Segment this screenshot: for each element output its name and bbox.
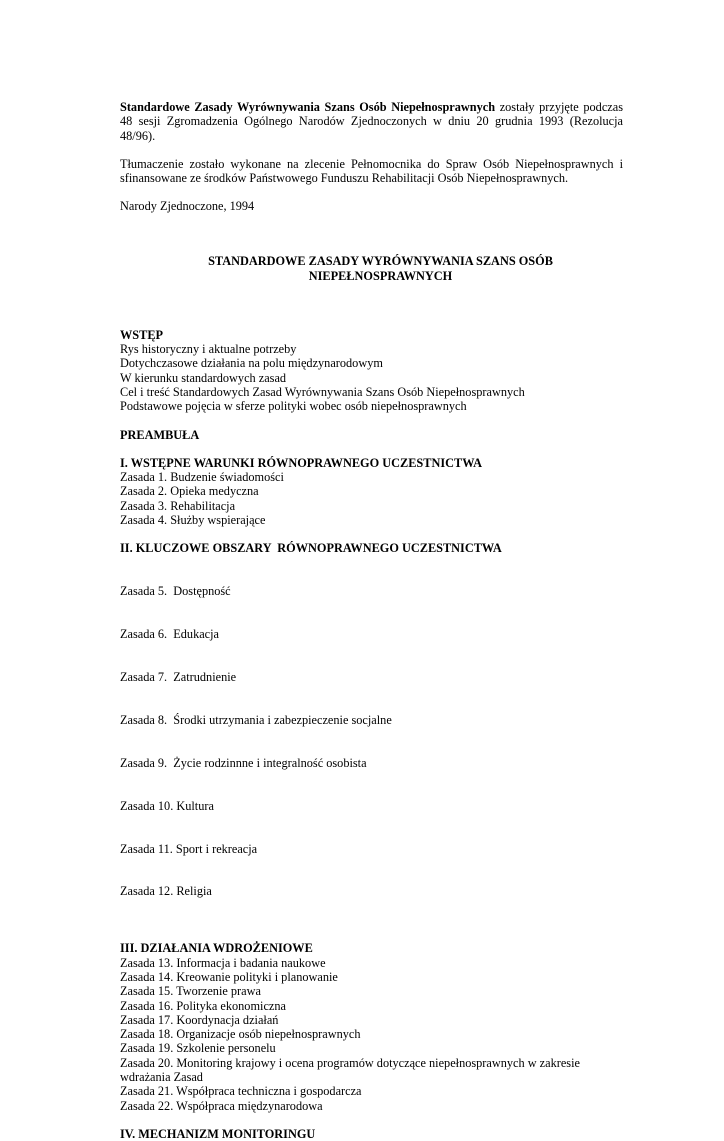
list-item: Zasada 7. Zatrudnienie xyxy=(120,670,237,685)
list-item: Cel i treść Standardowych Zasad Wyrównywania Szans Osób Niepełnosprawnych xyxy=(120,384,525,399)
section-heading-wstep: WSTĘP xyxy=(120,327,164,342)
list-item: Zasada 18. Organizacje osób niepełnosprawnych xyxy=(120,1027,361,1042)
list-item: Zasada 8. Środki utrzymania i zabezpieczenie socjalne xyxy=(120,712,392,727)
section-preambula xyxy=(120,428,623,442)
document-title xyxy=(120,254,623,284)
list-item: Zasada 3. Rehabilitacja xyxy=(120,498,236,513)
document-page xyxy=(120,100,623,1141)
section-heading-2: II. KLUCZOWE OBSZARY RÓWNOPRAWNEGO UCZESTNICTWA xyxy=(120,541,502,556)
section-heading-4: IV. MECHANIZM MONITORINGU xyxy=(120,1126,316,1141)
list-item: Podstawowe pojęcia w sferze polityki wobec osób niepełnosprawnych xyxy=(120,399,467,414)
title-line-1: STANDARDOWE ZASADY WYRÓWNYWANIA SZANS OSÓB xyxy=(208,253,553,268)
list-item: Dotychczasowe działania na polu międzynarodowym xyxy=(120,356,383,371)
list-item: Zasada 13. Informacja i badania naukowe xyxy=(120,955,326,970)
list-item: Zasada 4. Służby wspierające xyxy=(120,513,266,528)
wstep-list xyxy=(120,342,623,413)
list-item: Zasada 20. Monitoring krajowy i ocena programów dotyczące niepełnosprawnych w zakresie wdrażania Zasad xyxy=(120,1055,580,1085)
list-item: Zasada 22. Współpraca międzynarodowa xyxy=(120,1098,323,1113)
list-item: Zasada 10. Kultura xyxy=(120,798,214,813)
list-item: Zasada 9. Życie rodzinnne i integralność osobista xyxy=(120,755,367,770)
list-item: Zasada 6. Edukacja xyxy=(120,627,220,642)
list-item: Zasada 16. Polityka ekonomiczna xyxy=(120,998,286,1013)
list-item: Zasada 17. Koordynacja działań xyxy=(120,1012,279,1027)
section-2-list xyxy=(120,556,623,928)
section-3 xyxy=(120,941,623,1113)
section-1-list xyxy=(120,470,623,527)
section-heading-1: I. WSTĘPNE WARUNKI RÓWNOPRAWNEGO UCZESTNICTWA xyxy=(120,455,483,470)
list-item: Zasada 15. Tworzenie prawa xyxy=(120,984,261,999)
section-heading-3: III. DZIAŁANIA WDROŻENIOWE xyxy=(120,941,313,956)
title-line-2: NIEPEŁNOSPRAWNYCH xyxy=(308,268,453,283)
list-item: Zasada 1. Budzenie świadomości xyxy=(120,470,284,485)
translation-note: Tłumaczenie zostało wykonane na zlecenie Pełnomocnika do Spraw Osób Niepełnosprawnych i sfinansowane ze środków Państwowego Funduszu Rehabilitacji Osób Niepełnosprawnych. xyxy=(120,156,623,186)
list-item: W kierunku standardowych zasad xyxy=(120,370,287,385)
intro-rest: zostały przyjęte podczas 48 sesji Zgromadzenia Ogólnego Narodów Zjednoczonych w dniu 20 grudnia 1993 (Rezolucja 48/96). xyxy=(120,100,623,143)
section-4 xyxy=(120,1127,623,1141)
section-3-list xyxy=(120,956,623,1113)
section-wstep xyxy=(120,328,623,414)
intro-paragraph xyxy=(120,100,623,143)
list-item: Zasada 14. Kreowanie polityki i planowanie xyxy=(120,969,338,984)
section-heading-preambula: PREAMBUŁA xyxy=(120,427,200,442)
section-2 xyxy=(120,541,623,927)
section-1 xyxy=(120,456,623,527)
list-item: Zasada 19. Szkolenie personelu xyxy=(120,1041,276,1056)
list-item: Zasada 12. Religia xyxy=(120,884,212,899)
list-item: Zasada 5. Dostępność xyxy=(120,584,231,599)
intro-bold-lead: Standardowe Zasady Wyrównywania Szans Osób Niepełnosprawnych xyxy=(120,100,496,114)
list-item: Zasada 21. Współpraca techniczna i gospodarcza xyxy=(120,1084,362,1099)
list-item: Rys historyczny i aktualne potrzeby xyxy=(120,342,297,357)
list-item: Zasada 2. Opieka medyczna xyxy=(120,484,259,499)
publisher-line: Narody Zjednoczone, 1994 xyxy=(120,199,255,214)
list-item: Zasada 11. Sport i rekreacja xyxy=(120,841,258,856)
